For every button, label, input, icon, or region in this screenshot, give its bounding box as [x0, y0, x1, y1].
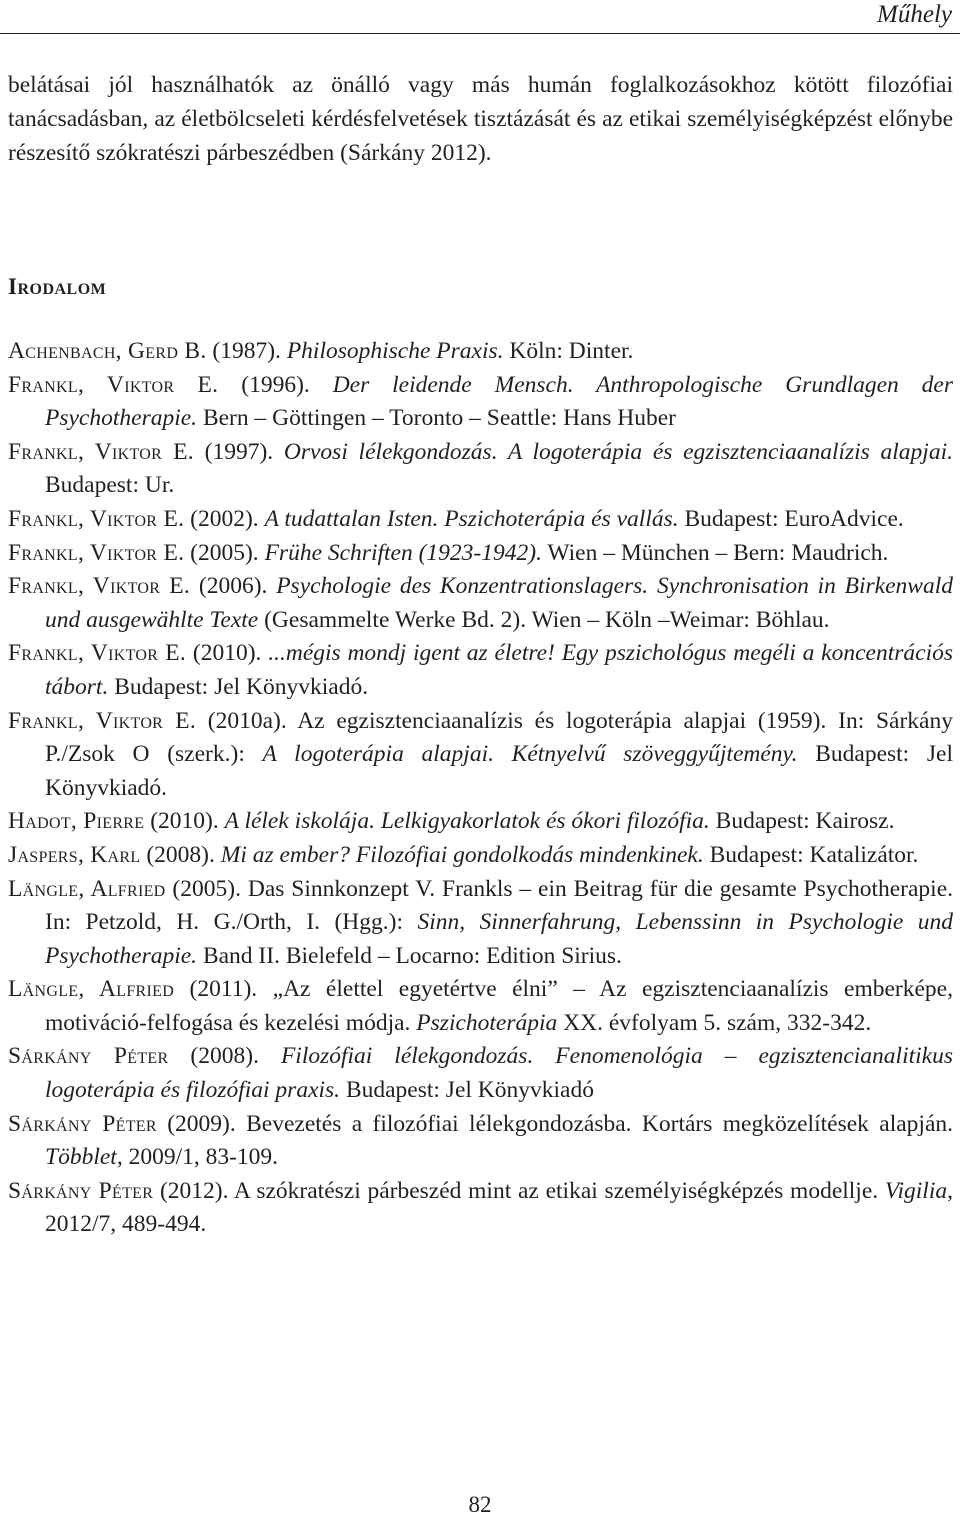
reference-text: Wien – München – Bern: Maudrich.	[541, 539, 889, 566]
reference-author: Hadot, Pierre	[8, 808, 145, 835]
reference-title: Mi az ember? Filozófiai gondolkodás mindenkinek.	[220, 841, 704, 868]
reference-text: (2010a). Az egzisztenciaanalízis és logoterápia alapjai (1959). In: Sárkány P./Zsok O (szerk.):	[45, 707, 953, 768]
reference-entry	[8, 705, 953, 806]
reference-title: Psychologie des Konzentrationslagers. Synchronisation in Birkenwald und ausgewählte Texte	[45, 573, 954, 633]
reference-entry	[8, 369, 953, 436]
reference-text: (Gesammelte Werke Bd. 2). Wien – Köln –Weimar: Böhlau.	[258, 606, 830, 633]
reference-title: ...mégis mondj igent az életre! Egy pszichológus megéli a koncentrációs tábort.	[45, 640, 954, 700]
reference-text: Budapest: EuroAdvice.	[678, 505, 904, 532]
reference-title: Pszichoterápia	[416, 1009, 558, 1036]
reference-text: (1997).	[193, 438, 284, 465]
reference-text: (2008).	[140, 841, 221, 868]
reference-entry	[8, 637, 953, 704]
reference-text: (2012). A szókratészi párbeszéd mint az etikai személyiségképzés modellje.	[153, 1177, 885, 1204]
reference-title: Filozófiai lélekgondozás. Fenomenológia – egzisztencianalitikus logoterápia és filozófiai praxis.	[45, 1043, 953, 1104]
reference-title: Többlet	[45, 1144, 117, 1171]
reference-entry	[8, 436, 953, 503]
reference-author: Frankl, Viktor E.	[8, 371, 219, 398]
reference-entry	[8, 1175, 953, 1242]
reference-text: Budapest: Katalizátor.	[703, 841, 919, 868]
reference-entry	[8, 570, 953, 637]
reference-entry	[8, 537, 953, 571]
reference-text: (2002).	[184, 505, 265, 532]
reference-entry	[8, 1108, 953, 1175]
reference-author: Frankl, Viktor E.	[8, 573, 191, 600]
reference-text: (1996).	[218, 371, 333, 398]
reference-author: Frankl, Viktor E.	[8, 640, 187, 667]
header-rule	[0, 33, 960, 34]
reference-title: A logoterápia alapjai. Kétnyelvű szöveggyűjtemény.	[262, 741, 798, 768]
reference-text: (2005).	[184, 539, 265, 566]
reference-title: A tudattalan Isten. Pszichoterápia és vallás.	[264, 505, 679, 532]
reference-text: (2011). „Az élettel egyetértve élni” – Az egzisztenciaanalízis emberképe, motiváció-felfogása és kezelési módja.	[45, 976, 953, 1036]
reference-text: Budapest: Ur.	[45, 472, 175, 499]
reference-author: Jaspers, Karl	[8, 841, 141, 868]
reference-text: Band II. Bielefeld – Locarno: Edition Sirius.	[197, 942, 622, 969]
reference-text: , 2009/1, 83-109.	[116, 1144, 279, 1171]
reference-entry	[8, 839, 953, 873]
reference-text: Bern – Göttingen – Toronto – Seattle: Hans Huber	[197, 405, 677, 432]
reference-text: Budapest: Kairosz.	[709, 808, 895, 835]
reference-text: XX. évfolyam 5. szám, 332-342.	[557, 1009, 872, 1036]
reference-entry	[8, 503, 953, 537]
reference-text: (2010).	[186, 640, 269, 667]
reference-title: Sinn, Sinnerfahrung, Lebenssinn in Psychologie und Psychotherapie.	[45, 909, 954, 969]
reference-author: Frankl, Viktor E.	[8, 539, 185, 566]
reference-author: Frankl, Viktor E.	[8, 505, 185, 532]
reference-text: (2010).	[144, 808, 225, 835]
reference-author: Achenbach, Gerd B.	[8, 338, 207, 364]
reference-title: Der leidende Mensch. Anthropologische Grundlagen der Psychotherapie.	[45, 371, 954, 432]
reference-author: Sárkány Péter	[8, 1043, 169, 1070]
reference-text: , 2012/7, 489-494.	[45, 1177, 953, 1238]
reference-text: (1987).	[206, 338, 287, 364]
reference-text: (2006).	[190, 573, 277, 600]
reference-author: Frankl, Viktor E.	[8, 438, 194, 465]
reference-entry	[8, 973, 953, 1040]
page-number: 82	[468, 1492, 492, 1517]
reference-text: (2008).	[168, 1043, 281, 1070]
reference-text: (2009). Bevezetés a filozófiai lélekgondozásba. Kortárs megközelítések alapján.	[156, 1110, 953, 1137]
reference-text: Köln: Dinter.	[503, 338, 634, 364]
reference-author: Sárkány Péter	[8, 1177, 154, 1204]
reference-title: Vigilia	[884, 1177, 948, 1204]
reference-author: Längle, Alfried	[8, 976, 175, 1003]
reference-title: Orvosi lélekgondozás. A logoterápia és egzisztenciaanalízis alapjai.	[283, 438, 953, 465]
reference-author: Sárkány Péter	[8, 1110, 157, 1137]
intro-paragraph: belátásai jól használhatók az önálló vagy más humán foglalkozásokhoz kötött filozófiai tanácsadásban, az életbölcseleti kérdésfelvetések tisztázását és az etikai személyiségképzést előnybe részesítő szókratészi párbeszédben (Sárkány 2012).	[8, 72, 953, 166]
reference-text: Budapest: Jel Könyvkiadó.	[45, 741, 953, 801]
reference-list	[8, 335, 953, 1242]
reference-entry	[8, 873, 953, 974]
section-title: Irodalom	[8, 274, 107, 299]
reference-author: Längle, Alfried	[8, 875, 166, 902]
reference-title: Philosophische Praxis.	[286, 338, 504, 364]
running-header: Műhely	[877, 1, 952, 28]
reference-text: Budapest: Jel Könyvkiadó.	[108, 673, 369, 700]
reference-title: A lélek iskolája. Lelkigyakorlatok és ókori filozófia.	[224, 808, 710, 835]
reference-entry	[8, 805, 953, 839]
reference-text: (2005). Das Sinnkonzept V. Frankls – ein Beitrag für die gesamte Psychotherapie. In: Petzold, H. G./Orth, I. (Hgg.):	[45, 875, 953, 936]
reference-text: Budapest: Jel Könyvkiadó	[340, 1077, 594, 1104]
reference-author: Frankl, Viktor E.	[8, 707, 197, 734]
reference-title: Frühe Schriften (1923-1942).	[264, 539, 542, 566]
reference-entry	[8, 335, 953, 369]
reference-entry	[8, 1040, 953, 1107]
